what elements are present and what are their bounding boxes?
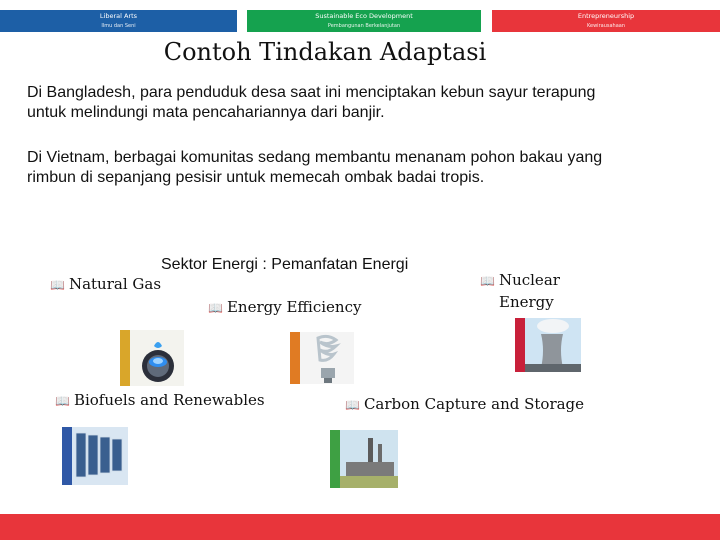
book-bullet-icon: 📖 xyxy=(480,274,495,288)
header-band-entrepreneurship xyxy=(492,10,720,32)
paragraph-vietnam: Di Vietnam, berbagai komunitas sedang membantu menanam pohon bakau yang rimbun di sepanjang pesisir untuk memecah ombak badai tropis. xyxy=(27,149,603,186)
band-title: Liberal Arts xyxy=(99,12,138,20)
header-band-liberal-arts xyxy=(0,10,237,32)
item-label: Natural Gas xyxy=(68,275,162,293)
solar-panel-icon xyxy=(60,425,130,487)
item-label-line2: Energy xyxy=(499,293,554,311)
item-energy-efficiency xyxy=(208,298,361,316)
band-subtitle: Ilmu dan Seni xyxy=(101,23,136,29)
band-title: Entrepreneurship xyxy=(577,12,635,20)
item-natural-gas xyxy=(50,275,161,293)
gas-flame-icon xyxy=(118,328,186,388)
book-bullet-icon: 📖 xyxy=(50,278,65,292)
item-nuclear-energy xyxy=(480,270,560,313)
item-label: Biofuels and Renewables xyxy=(73,391,265,409)
paragraph-bangladesh: Di Bangladesh, para penduduk desa saat ini menciptakan kebun sayur terapung untuk melindungi mata pencahariannya dari banjir. xyxy=(27,84,596,121)
item-label: Carbon Capture and Storage xyxy=(363,395,585,413)
item-label-line1: Nuclear xyxy=(498,271,560,289)
energy-sector-subheading: Sektor Energi : Pemanfatan Energi xyxy=(161,256,409,273)
item-label: Energy Efficiency xyxy=(226,298,362,316)
book-bullet-icon: 📖 xyxy=(208,301,223,315)
header-band-eco-development xyxy=(247,10,481,32)
book-bullet-icon: 📖 xyxy=(345,398,360,412)
book-bullet-icon: 📖 xyxy=(55,394,70,408)
item-biofuels xyxy=(55,391,265,409)
band-subtitle: Kewirausahaan xyxy=(586,23,625,29)
footer-bar xyxy=(0,514,720,540)
item-carbon-capture xyxy=(345,395,584,413)
band-title: Sustainable Eco Development xyxy=(315,12,413,20)
cfl-bulb-icon xyxy=(288,330,356,386)
slide-title: Contoh Tindakan Adaptasi xyxy=(163,38,487,66)
cooling-tower-icon xyxy=(513,316,583,374)
band-subtitle: Pembangunan Berkelanjutan xyxy=(327,23,401,29)
factory-icon xyxy=(328,428,400,490)
header-bar xyxy=(0,0,720,34)
